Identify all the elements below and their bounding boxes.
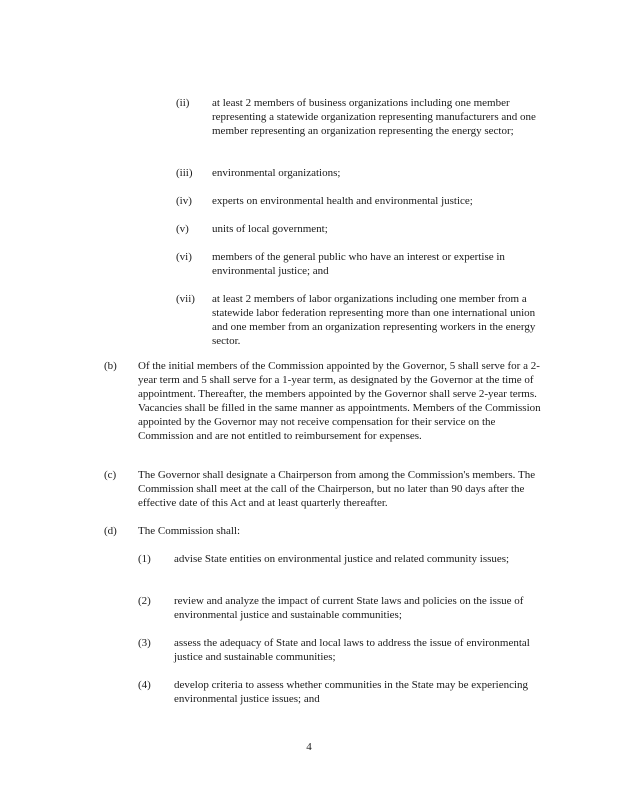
item-number: (2) (138, 595, 151, 607)
list-item-4 (138, 678, 548, 706)
section-number: (c) (104, 469, 117, 481)
item-number: (1) (138, 553, 151, 565)
section-b (104, 359, 550, 443)
list-item-1 (138, 552, 548, 566)
item-text: at least 2 members of labor organizations including one member from a statewide labor federation representing more than one international union and one member from an organization representing workers in the energy sector. (212, 293, 536, 347)
page-number: 4 (306, 741, 312, 753)
section-c (104, 468, 550, 510)
item-text: advise State entities on environmental justice and related community issues; (174, 553, 510, 565)
list-item-vii (176, 292, 548, 348)
section-number: (d) (104, 525, 117, 537)
section-text: Of the initial members of the Commission appointed by the Governor, 5 shall serve for a 2-year term and 5 shall serve for a 1-year term, as designated by the Governor at the time of appointment. Thereafter, the members appointed by the Governor shall serve 2-year terms. Vacancies shall be filled in the same manner as appointments. Members of the Commission appointed by the Governor may not receive compensation for their service on the Commission and are not entitled to reimbursement for expenses. (138, 360, 541, 442)
item-text: review and analyze the impact of current State laws and policies on the issue of environmental justice and sustainable communities; (174, 595, 524, 621)
item-number: (iv) (176, 195, 192, 207)
list-item-vi (176, 250, 548, 278)
list-item-iii (176, 166, 548, 180)
list-item-iv (176, 194, 548, 208)
section-number: (b) (104, 360, 117, 372)
section-d (104, 524, 550, 538)
item-number: (v) (176, 223, 189, 235)
item-number: (iii) (176, 167, 193, 179)
item-number: (3) (138, 637, 151, 649)
list-item-3 (138, 636, 548, 664)
item-text: units of local government; (212, 223, 328, 235)
list-item-ii (176, 96, 548, 138)
section-text: The Commission shall: (138, 525, 241, 537)
item-text: members of the general public who have an interest or expertise in environmental justice; and (212, 251, 505, 277)
section-text: The Governor shall designate a Chairperson from among the Commission's members. The Commission shall meet at the call of the Chairperson, but no later than 90 days after the effective date of this Act and at least quarterly thereafter. (138, 469, 536, 509)
item-text: at least 2 members of business organizations including one member representing a statewide organization representing manufacturers and one member representing an organization representing the energy sector; (212, 97, 536, 137)
list-item-v (176, 222, 548, 236)
list-item-2 (138, 594, 548, 622)
item-number: (ii) (176, 97, 190, 109)
item-text: environmental organizations; (212, 167, 341, 179)
item-text: experts on environmental health and environmental justice; (212, 195, 473, 207)
item-number: (4) (138, 679, 151, 691)
item-number: (vii) (176, 293, 195, 305)
item-number: (vi) (176, 251, 192, 263)
item-text: develop criteria to assess whether communities in the State may be experiencing environmental justice issues; and (174, 679, 529, 705)
item-text: assess the adequacy of State and local laws to address the issue of environmental justice and sustainable communities; (174, 637, 530, 663)
